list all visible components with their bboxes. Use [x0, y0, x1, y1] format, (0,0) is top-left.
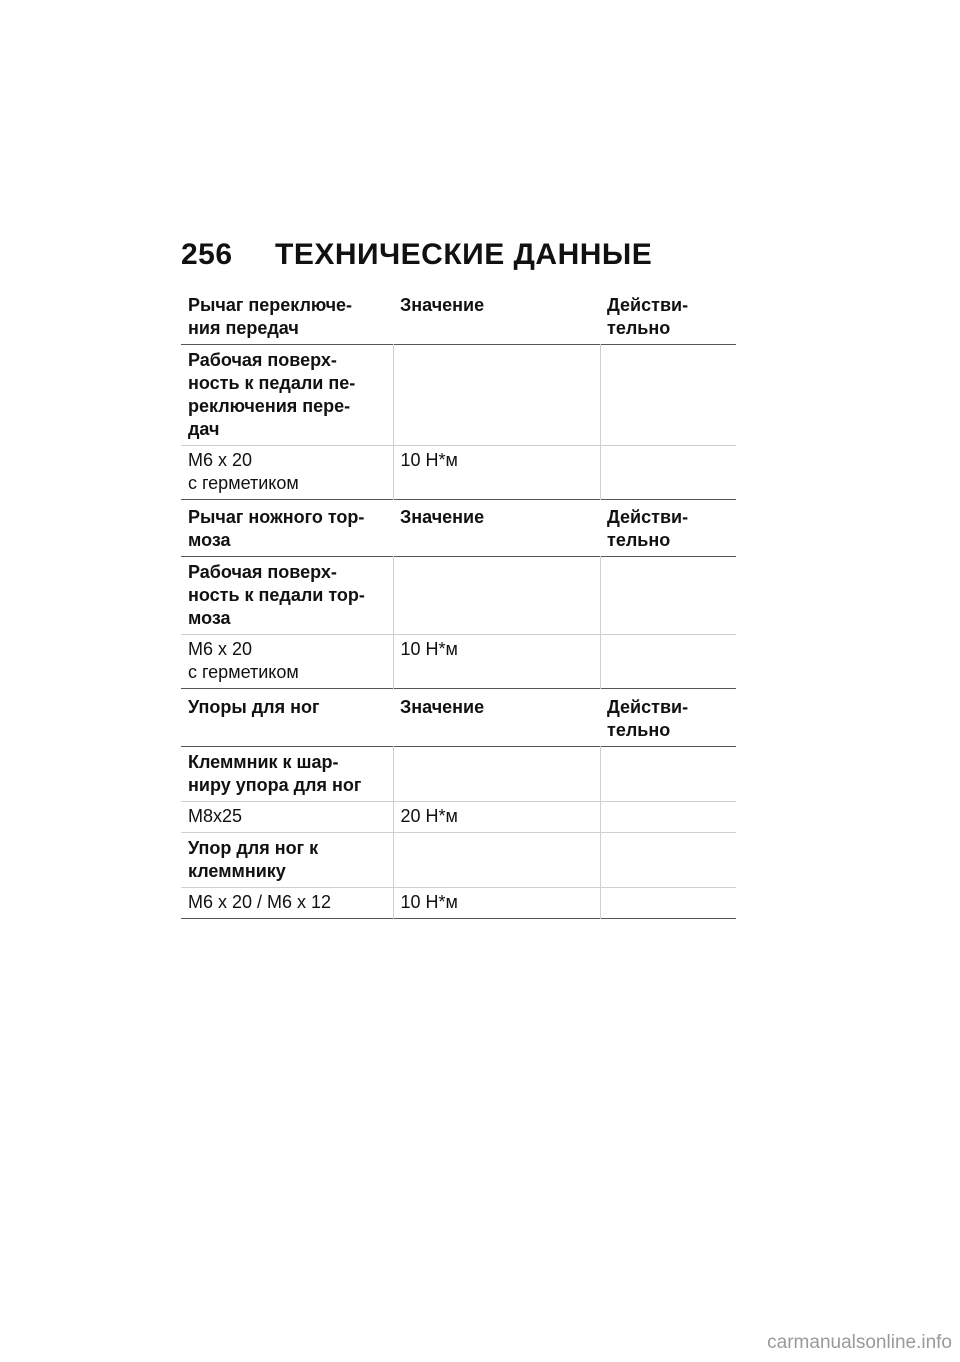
spec-table-footrests: [181, 692, 736, 919]
empty-cell: [600, 747, 736, 802]
valid-cell: [600, 446, 736, 500]
table-row: [181, 802, 736, 833]
table-header-row: [181, 692, 736, 747]
empty-cell: [600, 345, 736, 446]
column-header-value: Значение: [400, 295, 485, 315]
torque-value: 10 Н*м: [393, 635, 600, 689]
column-header-valid: Действи- тельно: [607, 507, 689, 550]
table-row: [181, 446, 736, 500]
empty-cell: [393, 557, 600, 635]
table-row: [181, 888, 736, 919]
table-row: [181, 635, 736, 689]
fastening-location: Клеммник к шар- ниру упора для ног: [188, 752, 362, 795]
page-number: 256: [181, 238, 233, 271]
fastening-location: Упор для ног к клеммнику: [181, 833, 393, 888]
column-header-valid: Действи- тельно: [607, 295, 689, 338]
table-row: [181, 557, 736, 635]
torque-value: 20 Н*м: [393, 802, 600, 833]
empty-cell: [393, 345, 600, 446]
column-header-valid: Действи- тельно: [607, 697, 689, 740]
table-header-row: [181, 502, 736, 557]
column-header-component: Рычаг переключе- ния передач: [188, 295, 353, 338]
column-header-value: Значение: [400, 507, 485, 527]
spec-table-gear-lever: [181, 290, 736, 500]
thread-spec: M6 x 20 с герметиком: [181, 635, 393, 689]
empty-cell: [393, 747, 600, 802]
page-header: [181, 238, 652, 272]
torque-value: 10 Н*м: [393, 446, 600, 500]
empty-cell: [600, 833, 736, 888]
fastening-location: Рабочая поверх- ность к педали пе- реключения пере- дач: [188, 350, 356, 439]
thread-spec: M6 x 20 / M6 x 12: [181, 888, 393, 919]
table-row: [181, 345, 736, 446]
valid-cell: [600, 888, 736, 919]
empty-cell: [600, 557, 736, 635]
page-title: ТЕХНИЧЕСКИЕ ДАННЫЕ: [275, 238, 653, 271]
fastening-location: Рабочая поверх- ность к педали тор- моза: [188, 562, 365, 628]
valid-cell: [600, 802, 736, 833]
empty-cell: [393, 833, 600, 888]
valid-cell: [600, 635, 736, 689]
column-header-component: Упоры для ног: [188, 697, 320, 717]
table-row: [181, 747, 736, 802]
table-header-row: [181, 290, 736, 345]
watermark: carmanualsonline.info: [767, 1332, 952, 1353]
torque-value: 10 Н*м: [393, 888, 600, 919]
column-header-value: Значение: [400, 697, 485, 717]
spec-table-brake-lever: [181, 502, 736, 689]
column-header-component: Рычаг ножного тор- моза: [188, 507, 365, 550]
table-row: [181, 833, 736, 888]
thread-spec: M8x25: [181, 802, 393, 833]
thread-spec: M6 x 20 с герметиком: [181, 446, 393, 500]
